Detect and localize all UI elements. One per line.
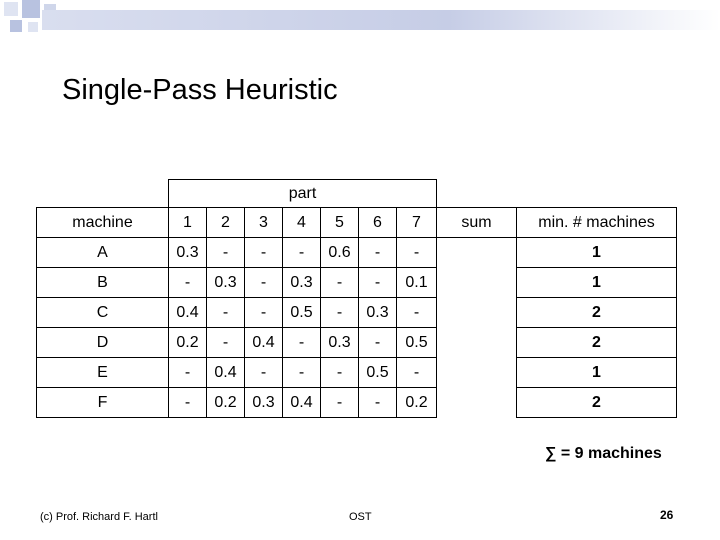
table-row xyxy=(37,268,677,298)
load-value-cell: 0.4 xyxy=(207,358,245,388)
load-value-cell: - xyxy=(359,388,397,418)
load-value-cell: - xyxy=(283,358,321,388)
load-value-cell: - xyxy=(321,358,359,388)
blank-cell xyxy=(437,180,517,208)
machine-label-cell: B xyxy=(37,268,169,298)
col-header-min-machines: min. # machines xyxy=(517,208,677,238)
footer-course: OST xyxy=(349,511,372,523)
load-value-cell: 0.4 xyxy=(169,298,207,328)
load-value-cell: - xyxy=(321,388,359,418)
load-value-cell: 0.2 xyxy=(169,328,207,358)
load-value-cell: - xyxy=(207,328,245,358)
load-value-cell: - xyxy=(283,328,321,358)
load-value-cell: 0.4 xyxy=(283,388,321,418)
load-value-cell: - xyxy=(359,268,397,298)
load-value-cell: 0.4 xyxy=(245,328,283,358)
machine-label-cell: F xyxy=(37,388,169,418)
blank-cell xyxy=(517,180,677,208)
load-value-cell: - xyxy=(207,238,245,268)
machine-table-container xyxy=(36,179,677,418)
load-value-cell: - xyxy=(169,358,207,388)
min-machines-cell: 2 xyxy=(517,328,677,358)
load-value-cell: - xyxy=(169,268,207,298)
load-value-cell: 0.3 xyxy=(359,298,397,328)
load-value-cell: 0.3 xyxy=(283,268,321,298)
col-header-machine: machine xyxy=(37,208,169,238)
min-machines-cell: 2 xyxy=(517,388,677,418)
col-header-sum: sum xyxy=(437,208,517,238)
table-row xyxy=(37,328,677,358)
load-value-cell: - xyxy=(359,238,397,268)
load-value-cell: - xyxy=(207,298,245,328)
load-value-cell: - xyxy=(397,298,437,328)
part-group-header: part xyxy=(169,180,437,208)
load-value-cell: 0.2 xyxy=(397,388,437,418)
sum-cell xyxy=(437,298,517,328)
machine-label-cell: A xyxy=(37,238,169,268)
load-value-cell: - xyxy=(245,268,283,298)
load-value-cell: 0.3 xyxy=(245,388,283,418)
table-row xyxy=(37,358,677,388)
load-value-cell: - xyxy=(283,238,321,268)
page-number: 26 xyxy=(660,508,674,522)
load-value-cell: - xyxy=(397,238,437,268)
sum-cell xyxy=(437,328,517,358)
part-header-row xyxy=(37,180,677,208)
sum-cell xyxy=(437,268,517,298)
slide-title: Single-Pass Heuristic xyxy=(62,74,338,106)
header-accent-bar xyxy=(42,10,720,30)
machine-label-cell: D xyxy=(37,328,169,358)
load-value-cell: - xyxy=(245,298,283,328)
sum-cell xyxy=(437,358,517,388)
table-row xyxy=(37,298,677,328)
machine-label-cell: E xyxy=(37,358,169,388)
machine-label-cell: C xyxy=(37,298,169,328)
load-value-cell: 0.3 xyxy=(169,238,207,268)
sum-cell xyxy=(437,238,517,268)
load-value-cell: 0.5 xyxy=(397,328,437,358)
load-value-cell: - xyxy=(169,388,207,418)
col-header-part: 6 xyxy=(359,208,397,238)
col-header-part: 2 xyxy=(207,208,245,238)
col-header-part: 3 xyxy=(245,208,283,238)
min-machines-cell: 1 xyxy=(517,268,677,298)
machine-table xyxy=(36,179,677,418)
load-value-cell: - xyxy=(245,238,283,268)
load-value-cell: - xyxy=(359,328,397,358)
column-header-row xyxy=(37,208,677,238)
col-header-part: 7 xyxy=(397,208,437,238)
min-machines-cell: 1 xyxy=(517,238,677,268)
load-value-cell: 0.1 xyxy=(397,268,437,298)
sum-cell xyxy=(437,388,517,418)
col-header-part: 1 xyxy=(169,208,207,238)
load-value-cell: - xyxy=(321,268,359,298)
col-header-part: 4 xyxy=(283,208,321,238)
footer-copyright: (c) Prof. Richard F. Hartl xyxy=(40,511,158,523)
table-row xyxy=(37,238,677,268)
load-value-cell: 0.5 xyxy=(359,358,397,388)
load-value-cell: - xyxy=(321,298,359,328)
table-row xyxy=(37,388,677,418)
load-value-cell: 0.3 xyxy=(207,268,245,298)
total-machines-summary: ∑ = 9 machines xyxy=(545,445,662,462)
load-value-cell: 0.6 xyxy=(321,238,359,268)
load-value-cell: 0.3 xyxy=(321,328,359,358)
blank-cell xyxy=(37,180,169,208)
load-value-cell: - xyxy=(397,358,437,388)
min-machines-cell: 2 xyxy=(517,298,677,328)
load-value-cell: 0.2 xyxy=(207,388,245,418)
col-header-part: 5 xyxy=(321,208,359,238)
min-machines-cell: 1 xyxy=(517,358,677,388)
load-value-cell: 0.5 xyxy=(283,298,321,328)
load-value-cell: - xyxy=(245,358,283,388)
